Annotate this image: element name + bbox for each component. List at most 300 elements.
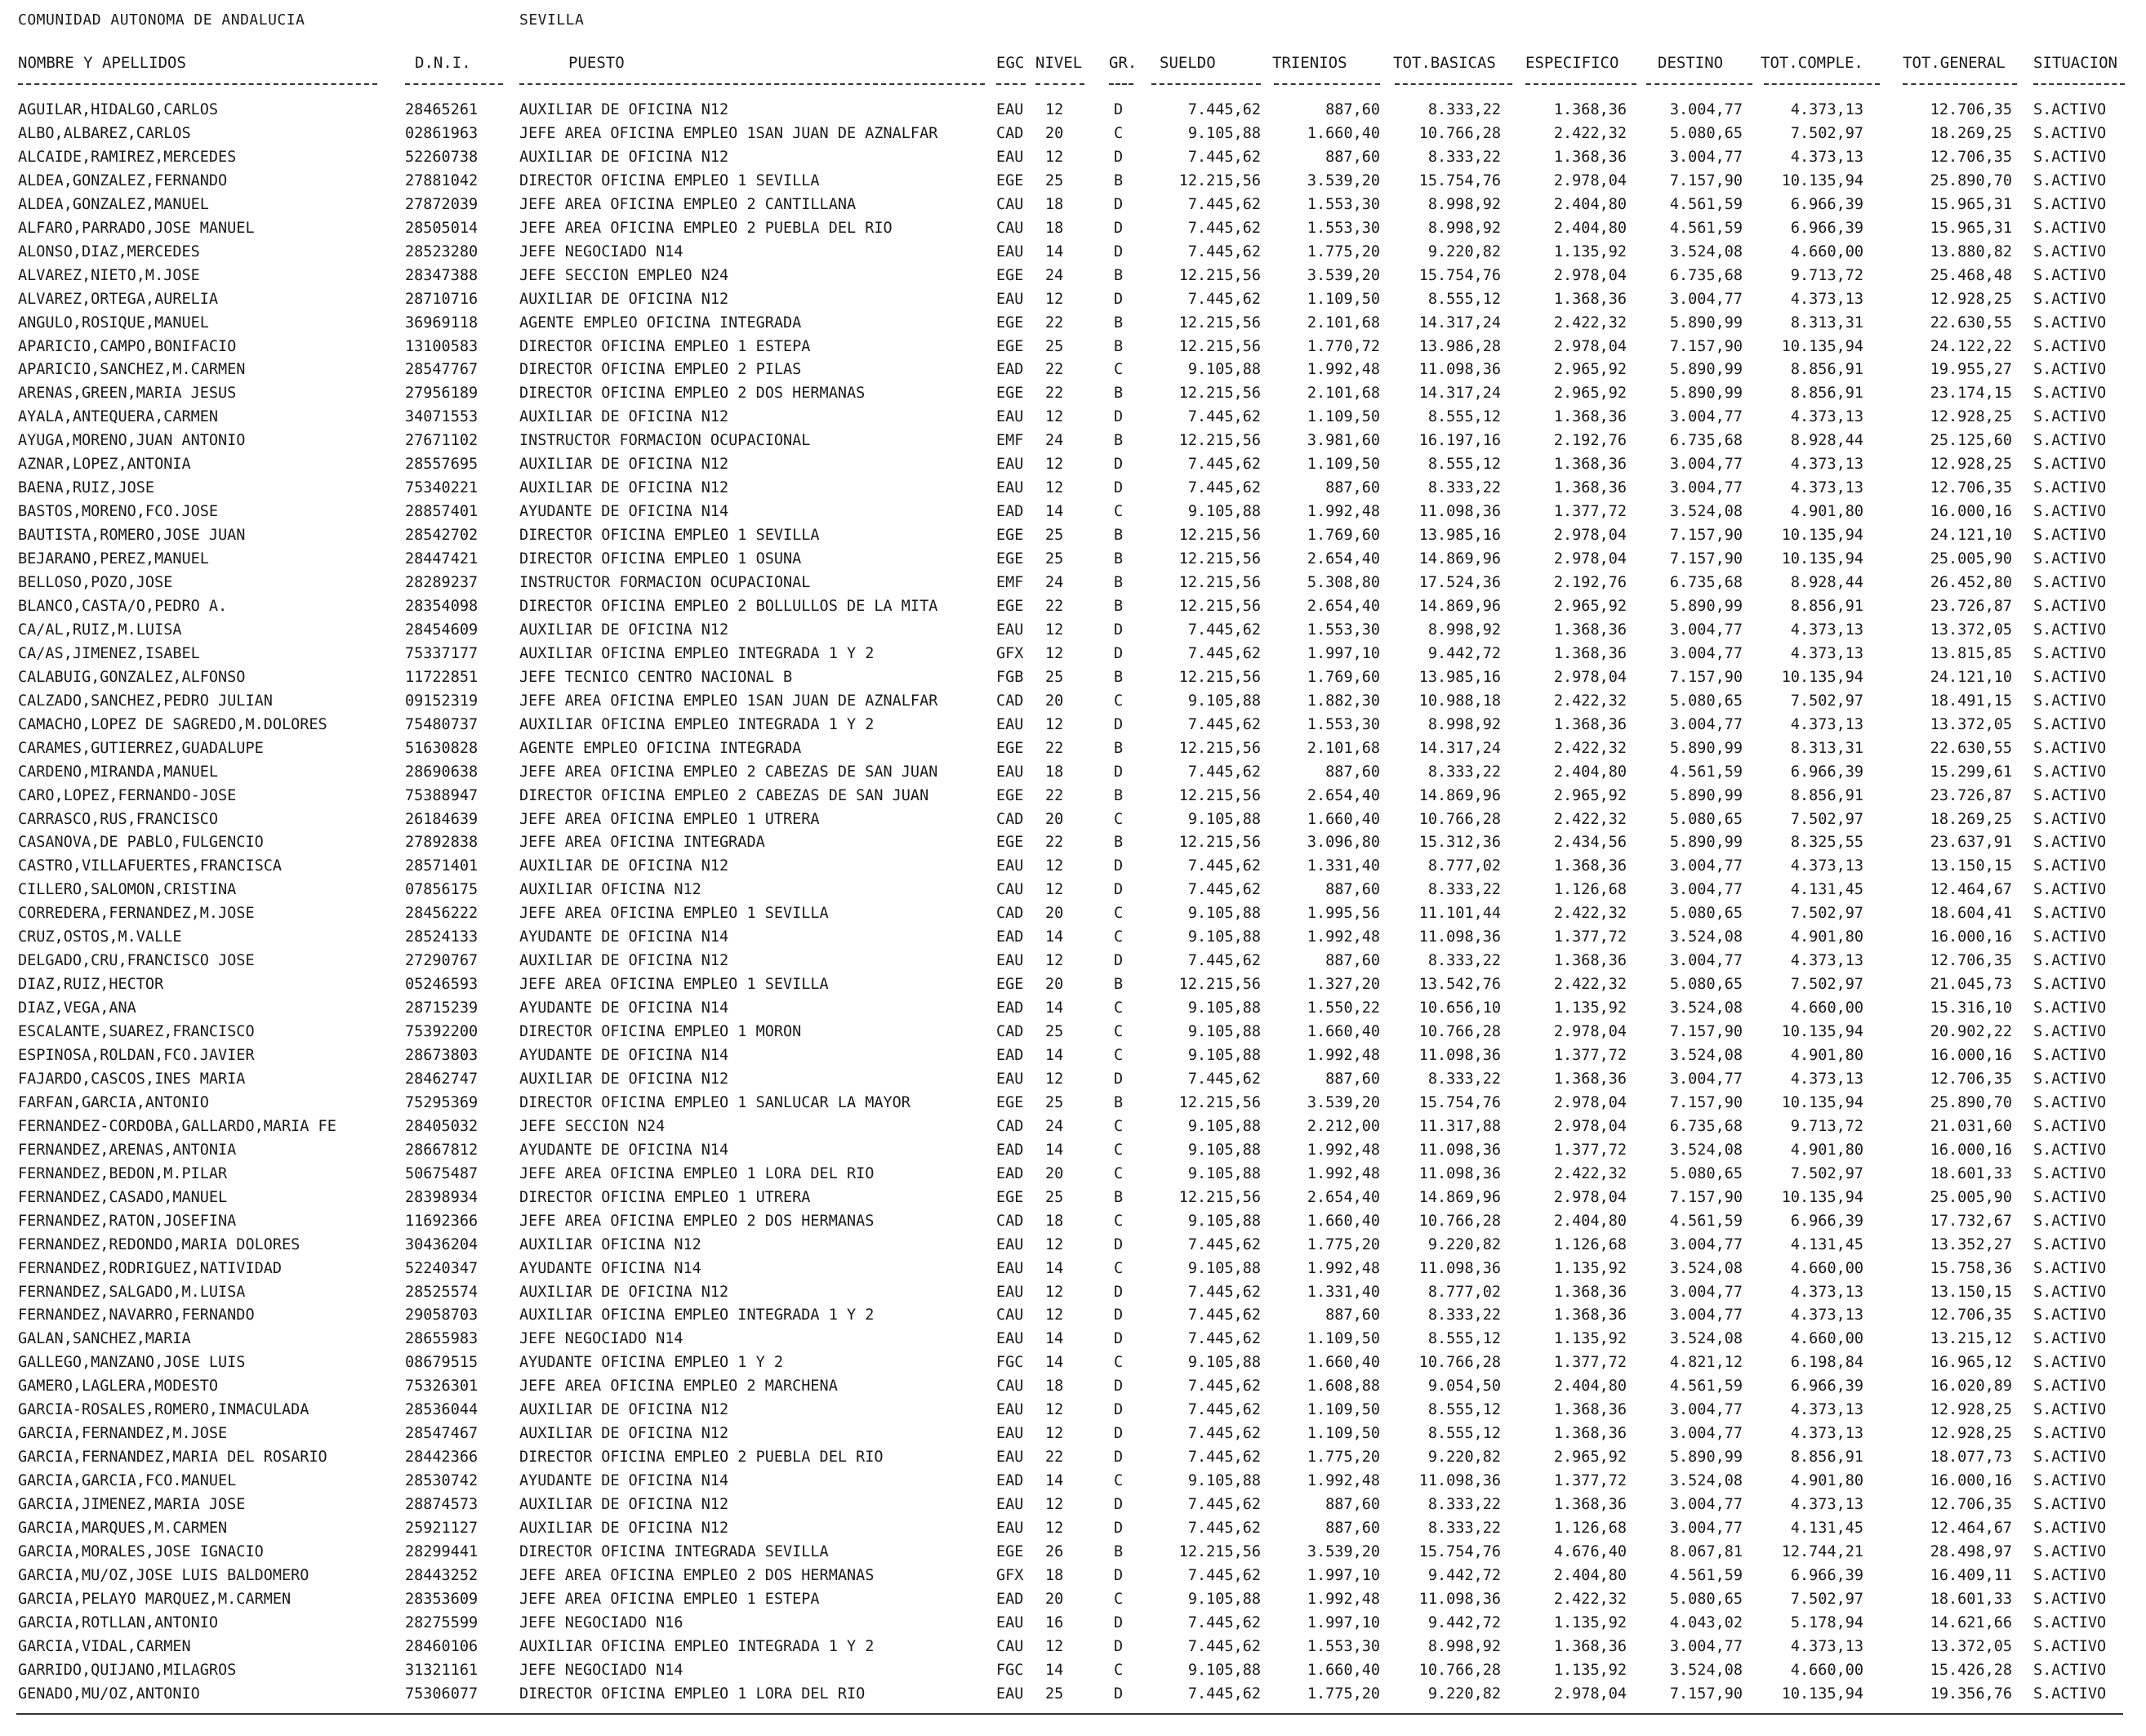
cell-sueldo: 9.105,88 bbox=[1187, 1472, 1261, 1490]
cell-egc: CAU bbox=[996, 219, 1024, 237]
cell-name: GARCIA-ROSALES,ROMERO,INMACULADA bbox=[18, 1401, 309, 1419]
cell-tot-general: 12.706,35 bbox=[1930, 148, 2012, 166]
col-header-destino: DESTINO bbox=[1658, 54, 1724, 72]
cell-sueldo: 9.105,88 bbox=[1187, 1354, 1261, 1372]
cell-grupo: D bbox=[1114, 1520, 1124, 1537]
col-header-sueldo: SUELDO bbox=[1160, 54, 1216, 72]
table-row bbox=[0, 928, 2146, 952]
cell-situacion: S.ACTIVO bbox=[2033, 243, 2107, 260]
cell-puesto: INSTRUCTOR FORMACION OCUPACIONAL bbox=[519, 432, 811, 450]
table-row bbox=[0, 763, 2146, 787]
cell-name: AZNAR,LOPEZ,ANTONIA bbox=[18, 456, 191, 474]
cell-tot-comple: 4.373,13 bbox=[1790, 1070, 1863, 1088]
cell-tot-comple: 4.660,00 bbox=[1790, 1259, 1863, 1277]
cell-especifico: 2.404,80 bbox=[1553, 1566, 1627, 1584]
cell-name: FERNANDEZ-CORDOBA,GALLARDO,MARIA FE bbox=[18, 1117, 336, 1135]
cell-situacion: S.ACTIVO bbox=[2033, 1141, 2107, 1159]
cell-trienios: 1.109,50 bbox=[1307, 456, 1380, 474]
table-row bbox=[0, 1236, 2146, 1260]
cell-egc: EGE bbox=[996, 550, 1024, 568]
cell-especifico: 1.368,36 bbox=[1553, 148, 1627, 166]
cell-tot-general: 25.468,48 bbox=[1930, 266, 2012, 284]
cell-egc: EAU bbox=[996, 101, 1024, 118]
cell-trienios: 3.539,20 bbox=[1307, 1093, 1380, 1111]
cell-name: FERNANDEZ,RATON,JOSEFINA bbox=[18, 1212, 237, 1230]
cell-destino: 8.067,81 bbox=[1669, 1542, 1743, 1560]
cell-tot-comple: 10.135,94 bbox=[1781, 1685, 1863, 1703]
cell-name: FARFAN,GARCIA,ANTONIO bbox=[18, 1093, 209, 1111]
cell-tot-comple: 10.135,94 bbox=[1781, 1023, 1863, 1041]
cell-tot-basicas: 8.333,22 bbox=[1427, 1496, 1501, 1514]
cell-trienios: 1.660,40 bbox=[1307, 124, 1380, 142]
table-row bbox=[0, 740, 2146, 763]
cell-grupo: C bbox=[1114, 1164, 1124, 1182]
cell-puesto: AGENTE EMPLEO OFICINA INTEGRADA bbox=[519, 739, 802, 757]
cell-tot-general: 22.630,55 bbox=[1930, 314, 2012, 332]
cell-trienios: 1.992,48 bbox=[1307, 1164, 1380, 1182]
cell-egc: EAU bbox=[996, 1259, 1024, 1277]
cell-nivel: 14 bbox=[1045, 1047, 1064, 1064]
cell-nivel: 18 bbox=[1045, 195, 1064, 213]
cell-puesto: AUXILIAR DE OFICINA N12 bbox=[519, 456, 729, 474]
cell-especifico: 1.377,72 bbox=[1553, 503, 1627, 521]
cell-situacion: S.ACTIVO bbox=[2033, 456, 2107, 474]
cell-nivel: 24 bbox=[1045, 574, 1064, 591]
cell-especifico: 2.404,80 bbox=[1553, 763, 1627, 781]
cell-egc: FGC bbox=[996, 1661, 1024, 1679]
cell-dni: 27956189 bbox=[405, 385, 479, 403]
cell-sueldo: 9.105,88 bbox=[1187, 905, 1261, 923]
cell-nivel: 12 bbox=[1045, 1425, 1064, 1443]
cell-trienios: 1.608,88 bbox=[1307, 1378, 1380, 1395]
cell-especifico: 2.965,92 bbox=[1553, 361, 1627, 379]
cell-sueldo: 7.445,62 bbox=[1187, 1566, 1261, 1584]
cell-especifico: 2.978,04 bbox=[1553, 527, 1627, 545]
cell-dni: 28405032 bbox=[405, 1117, 479, 1135]
cell-dni: 11722851 bbox=[405, 668, 479, 686]
cell-situacion: S.ACTIVO bbox=[2033, 597, 2107, 615]
cell-tot-basicas: 11.098,36 bbox=[1418, 928, 1501, 946]
cell-name: FERNANDEZ,ARENAS,ANTONIA bbox=[18, 1141, 237, 1159]
cell-tot-comple: 4.901,80 bbox=[1790, 503, 1863, 521]
cell-grupo: D bbox=[1114, 857, 1124, 875]
cell-puesto: INSTRUCTOR FORMACION OCUPACIONAL bbox=[519, 574, 811, 591]
cell-egc: EAU bbox=[996, 1685, 1024, 1703]
cell-situacion: S.ACTIVO bbox=[2033, 810, 2107, 828]
table-row bbox=[0, 1330, 2146, 1354]
cell-tot-basicas: 10.766,28 bbox=[1418, 810, 1501, 828]
cell-grupo: C bbox=[1114, 1141, 1124, 1159]
cell-grupo: C bbox=[1114, 124, 1124, 142]
cell-name: GALAN,SANCHEZ,MARIA bbox=[18, 1330, 191, 1348]
table-row bbox=[0, 1425, 2146, 1449]
cell-nivel: 12 bbox=[1045, 1070, 1064, 1088]
cell-name: GARCIA,FERNANDEZ,M.JOSE bbox=[18, 1425, 228, 1443]
cell-puesto: JEFE AREA OFICINA EMPLEO 1 SEVILLA bbox=[519, 976, 829, 994]
cell-nivel: 18 bbox=[1045, 219, 1064, 237]
cell-tot-general: 12.928,25 bbox=[1930, 408, 2012, 426]
cell-egc: EGE bbox=[996, 976, 1024, 994]
cell-destino: 4.561,59 bbox=[1669, 763, 1743, 781]
cell-destino: 3.004,77 bbox=[1669, 952, 1743, 970]
cell-destino: 5.080,65 bbox=[1669, 976, 1743, 994]
cell-trienios: 1.992,48 bbox=[1307, 1047, 1380, 1064]
cell-name: APARICIO,CAMPO,BONIFACIO bbox=[18, 337, 237, 355]
cell-dni: 28462747 bbox=[405, 1070, 479, 1088]
cell-nivel: 14 bbox=[1045, 928, 1064, 946]
cell-situacion: S.ACTIVO bbox=[2033, 408, 2107, 426]
cell-especifico: 2.978,04 bbox=[1553, 668, 1627, 686]
cell-destino: 3.004,77 bbox=[1669, 101, 1743, 118]
cell-tot-basicas: 10.766,28 bbox=[1418, 124, 1501, 142]
cell-nivel: 12 bbox=[1045, 148, 1064, 166]
cell-egc: EAD bbox=[996, 1047, 1024, 1064]
table-row bbox=[0, 1094, 2146, 1118]
cell-destino: 5.080,65 bbox=[1669, 1164, 1743, 1182]
cell-egc: EAD bbox=[996, 1141, 1024, 1159]
underline-sueldo bbox=[1151, 83, 1261, 85]
cell-grupo: D bbox=[1114, 881, 1124, 899]
cell-destino: 3.524,08 bbox=[1669, 1472, 1743, 1490]
cell-trienios: 2.212,00 bbox=[1307, 1117, 1380, 1135]
cell-situacion: S.ACTIVO bbox=[2033, 881, 2107, 899]
cell-tot-general: 21.031,60 bbox=[1930, 1117, 2012, 1135]
cell-name: GARCIA,ROTLLAN,ANTONIO bbox=[18, 1614, 219, 1631]
cell-egc: CAU bbox=[996, 1378, 1024, 1395]
cell-tot-general: 12.928,25 bbox=[1930, 290, 2012, 308]
cell-trienios: 1.995,56 bbox=[1307, 905, 1380, 923]
cell-dni: 28354098 bbox=[405, 597, 479, 615]
cell-tot-basicas: 14.869,96 bbox=[1418, 550, 1501, 568]
cell-tot-basicas: 11.098,36 bbox=[1418, 1141, 1501, 1159]
cell-sueldo: 12.215,56 bbox=[1178, 527, 1261, 545]
cell-puesto: JEFE AREA OFICINA EMPLEO 2 CANTILLANA bbox=[519, 195, 857, 213]
cell-destino: 3.524,08 bbox=[1669, 503, 1743, 521]
underline-dni bbox=[405, 83, 503, 85]
cell-egc: CAD bbox=[996, 692, 1024, 710]
cell-destino: 3.004,77 bbox=[1669, 1637, 1743, 1655]
cell-nivel: 14 bbox=[1045, 1259, 1064, 1277]
cell-egc: EAU bbox=[996, 1070, 1024, 1088]
cell-grupo: B bbox=[1114, 1093, 1124, 1111]
cell-egc: CAD bbox=[996, 124, 1024, 142]
cell-egc: EAU bbox=[996, 715, 1024, 733]
cell-destino: 7.157,90 bbox=[1669, 668, 1743, 686]
cell-especifico: 2.404,80 bbox=[1553, 1378, 1627, 1395]
cell-puesto: AYUDANTE DE OFICINA N14 bbox=[519, 1047, 729, 1064]
cell-tot-comple: 4.373,13 bbox=[1790, 408, 1863, 426]
cell-especifico: 1.368,36 bbox=[1553, 644, 1627, 662]
cell-dni: 05246593 bbox=[405, 976, 479, 994]
cell-sueldo: 12.215,56 bbox=[1178, 266, 1261, 284]
cell-nivel: 22 bbox=[1045, 385, 1064, 403]
cell-tot-general: 18.601,33 bbox=[1930, 1590, 2012, 1608]
cell-trienios: 1.553,30 bbox=[1307, 219, 1380, 237]
cell-egc: EMF bbox=[996, 574, 1024, 591]
cell-nivel: 12 bbox=[1045, 1401, 1064, 1419]
cell-trienios: 887,60 bbox=[1325, 1306, 1380, 1324]
cell-grupo: B bbox=[1114, 786, 1124, 804]
cell-tot-comple: 4.373,13 bbox=[1790, 715, 1863, 733]
cell-tot-general: 24.121,10 bbox=[1930, 527, 2012, 545]
cell-puesto: JEFE AREA OFICINA EMPLEO 1 SEVILLA bbox=[519, 905, 829, 923]
cell-situacion: S.ACTIVO bbox=[2033, 219, 2107, 237]
cell-tot-comple: 8.928,44 bbox=[1790, 574, 1863, 591]
cell-tot-comple: 7.502,97 bbox=[1790, 124, 1863, 142]
table-row bbox=[0, 645, 2146, 669]
cell-trienios: 1.769,60 bbox=[1307, 668, 1380, 686]
cell-tot-general: 15.758,36 bbox=[1930, 1259, 2012, 1277]
cell-especifico: 1.377,72 bbox=[1553, 1472, 1627, 1490]
cell-grupo: D bbox=[1114, 290, 1124, 308]
cell-nivel: 12 bbox=[1045, 715, 1064, 733]
cell-sueldo: 12.215,56 bbox=[1178, 668, 1261, 686]
cell-puesto: JEFE AREA OFICINA EMPLEO 2 DOS HERMANAS bbox=[519, 1212, 875, 1230]
cell-trienios: 1.775,20 bbox=[1307, 1685, 1380, 1703]
cell-especifico: 1.135,92 bbox=[1553, 1259, 1627, 1277]
cell-egc: EMF bbox=[996, 432, 1024, 450]
cell-trienios: 1.660,40 bbox=[1307, 810, 1380, 828]
cell-tot-basicas: 8.998,92 bbox=[1427, 219, 1501, 237]
cell-nivel: 12 bbox=[1045, 644, 1064, 662]
cell-tot-basicas: 8.333,22 bbox=[1427, 1070, 1501, 1088]
cell-tot-comple: 4.901,80 bbox=[1790, 928, 1863, 946]
cell-especifico: 1.377,72 bbox=[1553, 928, 1627, 946]
cell-nivel: 25 bbox=[1045, 1093, 1064, 1111]
cell-tot-comple: 7.502,97 bbox=[1790, 810, 1863, 828]
cell-grupo: C bbox=[1114, 810, 1124, 828]
cell-tot-comple: 9.713,72 bbox=[1790, 1117, 1863, 1135]
cell-tot-general: 17.732,67 bbox=[1930, 1212, 2012, 1230]
cell-tot-comple: 10.135,94 bbox=[1781, 1188, 1863, 1206]
cell-egc: EGE bbox=[996, 1093, 1024, 1111]
region-title: COMUNIDAD AUTONOMA DE ANDALUCIA bbox=[18, 11, 305, 29]
cell-grupo: B bbox=[1114, 976, 1124, 994]
cell-grupo: D bbox=[1114, 644, 1124, 662]
cell-grupo: D bbox=[1114, 715, 1124, 733]
cell-dni: 28525574 bbox=[405, 1283, 479, 1301]
cell-tot-basicas: 11.317,88 bbox=[1418, 1117, 1501, 1135]
cell-destino: 3.524,08 bbox=[1669, 1141, 1743, 1159]
cell-trienios: 2.654,40 bbox=[1307, 786, 1380, 804]
cell-grupo: B bbox=[1114, 597, 1124, 615]
cell-especifico: 2.422,32 bbox=[1553, 692, 1627, 710]
cell-nivel: 24 bbox=[1045, 432, 1064, 450]
table-row bbox=[0, 1496, 2146, 1520]
cell-destino: 4.821,12 bbox=[1669, 1354, 1743, 1372]
cell-sueldo: 12.215,56 bbox=[1178, 550, 1261, 568]
cell-situacion: S.ACTIVO bbox=[2033, 952, 2107, 970]
cell-grupo: B bbox=[1114, 385, 1124, 403]
cell-name: GARCIA,JIMENEZ,MARIA JOSE bbox=[18, 1496, 246, 1514]
cell-grupo: C bbox=[1114, 503, 1124, 521]
col-header-especifico: ESPECIFICO bbox=[1525, 54, 1619, 72]
cell-tot-general: 23.726,87 bbox=[1930, 786, 2012, 804]
col-header-grupo: GR. bbox=[1109, 54, 1138, 72]
cell-dni: 28353609 bbox=[405, 1590, 479, 1608]
cell-trienios: 1.553,30 bbox=[1307, 195, 1380, 213]
cell-tot-general: 15.965,31 bbox=[1930, 195, 2012, 213]
cell-especifico: 1.368,36 bbox=[1553, 1401, 1627, 1419]
cell-egc: CAD bbox=[996, 1023, 1024, 1041]
cell-grupo: B bbox=[1114, 171, 1124, 189]
cell-egc: EGE bbox=[996, 171, 1024, 189]
table-row bbox=[0, 857, 2146, 881]
cell-sueldo: 12.215,56 bbox=[1178, 171, 1261, 189]
cell-nivel: 14 bbox=[1045, 999, 1064, 1017]
cell-destino: 3.004,77 bbox=[1669, 290, 1743, 308]
cell-tot-basicas: 15.754,76 bbox=[1418, 266, 1501, 284]
cell-sueldo: 7.445,62 bbox=[1187, 1235, 1261, 1253]
cell-tot-general: 15.299,61 bbox=[1930, 763, 2012, 781]
cell-situacion: S.ACTIVO bbox=[2033, 1661, 2107, 1679]
underline-situacion bbox=[2033, 83, 2125, 85]
cell-tot-basicas: 11.098,36 bbox=[1418, 361, 1501, 379]
cell-sueldo: 9.105,88 bbox=[1187, 692, 1261, 710]
cell-tot-basicas: 10.766,28 bbox=[1418, 1023, 1501, 1041]
cell-sueldo: 9.105,88 bbox=[1187, 1164, 1261, 1182]
cell-situacion: S.ACTIVO bbox=[2033, 337, 2107, 355]
cell-situacion: S.ACTIVO bbox=[2033, 124, 2107, 142]
cell-trienios: 1.660,40 bbox=[1307, 1661, 1380, 1679]
cell-tot-general: 16.965,12 bbox=[1930, 1354, 2012, 1372]
cell-sueldo: 7.445,62 bbox=[1187, 408, 1261, 426]
cell-puesto: JEFE NEGOCIADO N16 bbox=[519, 1614, 683, 1631]
cell-tot-basicas: 10.766,28 bbox=[1418, 1354, 1501, 1372]
cell-sueldo: 7.445,62 bbox=[1187, 1685, 1261, 1703]
cell-destino: 6.735,68 bbox=[1669, 1117, 1743, 1135]
col-header-tot-comple: TOT.COMPLE. bbox=[1761, 54, 1863, 72]
table-row bbox=[0, 1354, 2146, 1378]
cell-destino: 3.524,08 bbox=[1669, 243, 1743, 260]
cell-tot-comple: 4.373,13 bbox=[1790, 148, 1863, 166]
cell-destino: 6.735,68 bbox=[1669, 266, 1743, 284]
cell-name: BELLOSO,POZO,JOSE bbox=[18, 574, 173, 591]
cell-tot-basicas: 11.098,36 bbox=[1418, 1472, 1501, 1490]
table-row bbox=[0, 314, 2146, 338]
cell-nivel: 12 bbox=[1045, 479, 1064, 497]
cell-puesto: AYUDANTE DE OFICINA N14 bbox=[519, 503, 729, 521]
cell-nivel: 22 bbox=[1045, 786, 1064, 804]
cell-situacion: S.ACTIVO bbox=[2033, 715, 2107, 733]
cell-nivel: 20 bbox=[1045, 1590, 1064, 1608]
cell-grupo: D bbox=[1114, 1283, 1124, 1301]
cell-nivel: 20 bbox=[1045, 124, 1064, 142]
cell-nivel: 12 bbox=[1045, 1306, 1064, 1324]
cell-sueldo: 7.445,62 bbox=[1187, 621, 1261, 639]
cell-sueldo: 12.215,56 bbox=[1178, 432, 1261, 450]
cell-dni: 28557695 bbox=[405, 456, 479, 474]
cell-destino: 5.890,99 bbox=[1669, 597, 1743, 615]
col-header-nivel: NIVEL bbox=[1035, 54, 1083, 72]
cell-tot-general: 13.372,05 bbox=[1930, 621, 2012, 639]
table-row bbox=[0, 101, 2146, 125]
cell-dni: 28289237 bbox=[405, 574, 479, 591]
cell-egc: EAU bbox=[996, 479, 1024, 497]
cell-sueldo: 12.215,56 bbox=[1178, 976, 1261, 994]
cell-tot-comple: 4.373,13 bbox=[1790, 1637, 1863, 1655]
table-row bbox=[0, 574, 2146, 598]
cell-trienios: 1.331,40 bbox=[1307, 1283, 1380, 1301]
table-row bbox=[0, 267, 2146, 291]
cell-situacion: S.ACTIVO bbox=[2033, 101, 2107, 118]
cell-sueldo: 9.105,88 bbox=[1187, 503, 1261, 521]
cell-tot-comple: 6.966,39 bbox=[1790, 763, 1863, 781]
cell-nivel: 24 bbox=[1045, 1117, 1064, 1135]
table-row bbox=[0, 1378, 2146, 1401]
cell-especifico: 1.135,92 bbox=[1553, 1614, 1627, 1631]
cell-grupo: B bbox=[1114, 550, 1124, 568]
cell-tot-comple: 10.135,94 bbox=[1781, 550, 1863, 568]
table-row bbox=[0, 1543, 2146, 1567]
cell-name: ALDEA,GONZALEZ,FERNANDO bbox=[18, 171, 228, 189]
cell-nivel: 14 bbox=[1045, 1354, 1064, 1372]
cell-destino: 3.004,77 bbox=[1669, 1401, 1743, 1419]
cell-nivel: 20 bbox=[1045, 810, 1064, 828]
cell-nivel: 16 bbox=[1045, 1614, 1064, 1631]
cell-dni: 28524133 bbox=[405, 928, 479, 946]
underline-tot-general bbox=[1903, 83, 2017, 85]
cell-tot-comple: 4.373,13 bbox=[1790, 456, 1863, 474]
cell-destino: 5.080,65 bbox=[1669, 124, 1743, 142]
cell-nivel: 12 bbox=[1045, 952, 1064, 970]
cell-egc: EAU bbox=[996, 1330, 1024, 1348]
cell-tot-general: 13.815,85 bbox=[1930, 644, 2012, 662]
cell-nivel: 25 bbox=[1045, 550, 1064, 568]
underline-egc bbox=[996, 83, 1026, 85]
cell-tot-basicas: 8.555,12 bbox=[1427, 1425, 1501, 1443]
cell-sueldo: 7.445,62 bbox=[1187, 456, 1261, 474]
cell-tot-general: 12.464,67 bbox=[1930, 1520, 2012, 1537]
cell-dni: 52240347 bbox=[405, 1259, 479, 1277]
cell-trienios: 1.775,20 bbox=[1307, 243, 1380, 260]
cell-dni: 34071553 bbox=[405, 408, 479, 426]
cell-trienios: 1.997,10 bbox=[1307, 1566, 1380, 1584]
cell-nivel: 22 bbox=[1045, 314, 1064, 332]
cell-name: CALZADO,SANCHEZ,PEDRO JULIAN bbox=[18, 692, 273, 710]
cell-puesto: DIRECTOR OFICINA EMPLEO 2 DOS HERMANAS bbox=[519, 385, 866, 403]
cell-egc: EGE bbox=[996, 597, 1024, 615]
cell-sueldo: 9.105,88 bbox=[1187, 1590, 1261, 1608]
cell-nivel: 25 bbox=[1045, 171, 1064, 189]
cell-tot-general: 16.020,89 bbox=[1930, 1378, 2012, 1395]
cell-destino: 3.004,77 bbox=[1669, 1283, 1743, 1301]
cell-dni: 51630828 bbox=[405, 739, 479, 757]
cell-puesto: AUXILIAR DE OFICINA N12 bbox=[519, 1283, 729, 1301]
cell-tot-comple: 7.502,97 bbox=[1790, 905, 1863, 923]
cell-destino: 4.561,59 bbox=[1669, 1378, 1743, 1395]
cell-tot-comple: 4.901,80 bbox=[1790, 1472, 1863, 1490]
cell-name: FERNANDEZ,BEDON,M.PILAR bbox=[18, 1164, 228, 1182]
table-row bbox=[0, 1685, 2146, 1709]
table-row bbox=[0, 598, 2146, 621]
bottom-rule bbox=[16, 1713, 2123, 1715]
cell-tot-general: 13.150,15 bbox=[1930, 1283, 2012, 1301]
cell-tot-comple: 4.660,00 bbox=[1790, 1661, 1863, 1679]
cell-grupo: B bbox=[1114, 266, 1124, 284]
cell-puesto: AGENTE EMPLEO OFICINA INTEGRADA bbox=[519, 314, 802, 332]
cell-name: CAMACHO,LOPEZ DE SAGREDO,M.DOLORES bbox=[18, 715, 327, 733]
col-header-trienios: TRIENIOS bbox=[1272, 54, 1347, 72]
cell-tot-general: 23.637,91 bbox=[1930, 834, 2012, 852]
cell-tot-general: 16.000,16 bbox=[1930, 928, 2012, 946]
cell-name: CA/AL,RUIZ,M.LUISA bbox=[18, 621, 182, 639]
cell-tot-general: 13.215,12 bbox=[1930, 1330, 2012, 1348]
cell-sueldo: 9.105,88 bbox=[1187, 124, 1261, 142]
cell-sueldo: 9.105,88 bbox=[1187, 1023, 1261, 1041]
cell-sueldo: 7.445,62 bbox=[1187, 101, 1261, 118]
cell-nivel: 12 bbox=[1045, 456, 1064, 474]
